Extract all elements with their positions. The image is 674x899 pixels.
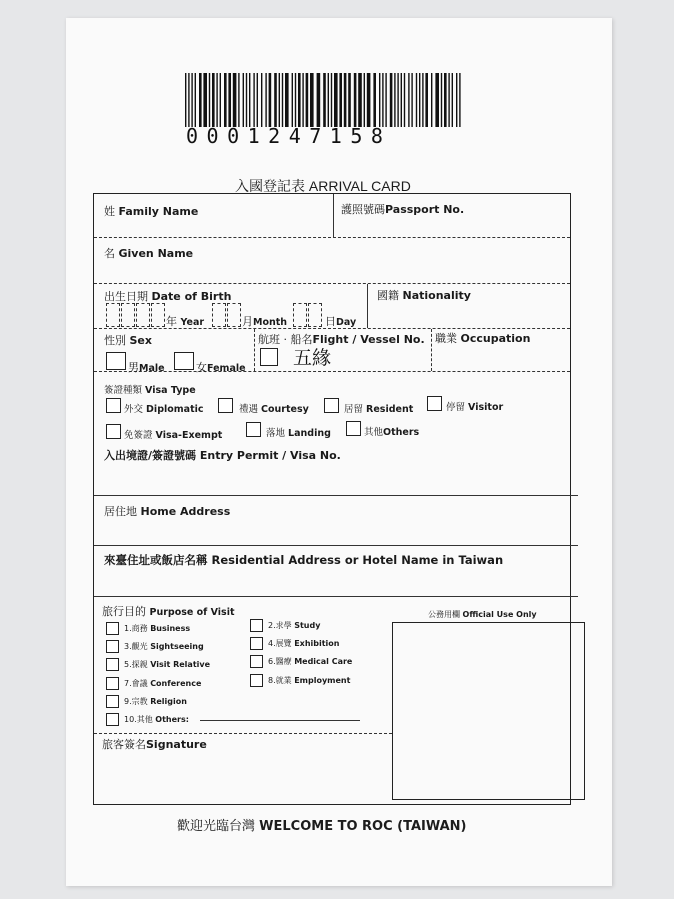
purpose-study-checkbox[interactable] bbox=[250, 619, 263, 632]
welcome-footer: 歡迎光臨台灣 WELCOME TO ROC (TAIWAN) bbox=[177, 819, 467, 834]
family-name-label: 姓 Family Name bbox=[104, 205, 199, 218]
female-label: 女Female bbox=[196, 361, 246, 374]
visa-type-label: 簽證種類 Visa Type bbox=[104, 385, 196, 396]
row-divider bbox=[94, 283, 570, 284]
visa-others-label: 其他Others bbox=[364, 427, 420, 438]
signature-label: 旅客簽名Signature bbox=[102, 738, 207, 751]
flight-handwritten-value: 五緣 bbox=[293, 347, 332, 369]
official-use-box bbox=[392, 622, 585, 800]
dob-month-digit[interactable] bbox=[212, 303, 226, 327]
given-name-label: 名 Given Name bbox=[104, 247, 194, 260]
occupation-label: 職業 Occupation bbox=[435, 332, 531, 345]
purpose-employment-checkbox[interactable] bbox=[250, 674, 263, 687]
visa-resident-label: 居留 Resident bbox=[344, 404, 414, 415]
purpose-label: 旅行目的 Purpose of Visit bbox=[102, 605, 235, 618]
male-checkbox[interactable] bbox=[106, 352, 126, 370]
dob-month-digit[interactable] bbox=[227, 303, 241, 327]
purpose-visit-relative-checkbox[interactable] bbox=[106, 658, 119, 671]
dob-day-digit[interactable] bbox=[293, 303, 307, 327]
purpose-option-label: 8.就業 Employment bbox=[268, 676, 351, 685]
dob-day-digit[interactable] bbox=[308, 303, 322, 327]
dob-year-digit[interactable] bbox=[136, 303, 150, 327]
dob-year-digit[interactable] bbox=[151, 303, 165, 327]
purpose-option-label: 4.展覽 Exhibition bbox=[268, 639, 340, 648]
purpose-conference-checkbox[interactable] bbox=[106, 677, 119, 690]
sex-label: 性別 Sex bbox=[104, 334, 152, 347]
residential-label: 來臺住址或飯店名稱 Residential Address or Hotel Name in Taiwan bbox=[104, 553, 504, 567]
purpose-sightseeing-checkbox[interactable] bbox=[106, 640, 119, 653]
row-divider bbox=[94, 237, 570, 238]
purpose-option-label: 5.探親 Visit Relative bbox=[124, 660, 211, 669]
flight-label: 航班 · 船名Flight / Vessel No. bbox=[258, 333, 425, 346]
purpose-option-label: 2.求學 Study bbox=[268, 621, 321, 630]
visa-courtesy-label: 禮遇 Courtesy bbox=[239, 404, 309, 415]
visa-visitor-checkbox[interactable] bbox=[427, 396, 442, 411]
visa-courtesy-checkbox[interactable] bbox=[218, 398, 233, 413]
purpose-option-label: 3.觀光 Sightseeing bbox=[124, 642, 204, 651]
col-divider bbox=[367, 284, 368, 328]
passport-label: 護照號碼Passport No. bbox=[341, 203, 465, 216]
visa-landing-checkbox[interactable] bbox=[246, 422, 261, 437]
official-use-label: 公務用欄 Official Use Only bbox=[428, 610, 537, 619]
others-writing-line[interactable] bbox=[200, 720, 360, 721]
visa-diplomatic-checkbox[interactable] bbox=[106, 398, 121, 413]
purpose-others-checkbox[interactable] bbox=[106, 713, 119, 726]
month-label: 月Month bbox=[242, 315, 288, 328]
purpose-option-label: 6.醫療 Medical Care bbox=[268, 657, 353, 666]
year-label: 年 Year bbox=[166, 315, 205, 328]
dob-year-digit[interactable] bbox=[106, 303, 120, 327]
col-divider bbox=[333, 194, 334, 237]
col-divider bbox=[254, 329, 255, 371]
purpose-option-label: 1.商務 Business bbox=[124, 624, 191, 633]
purpose-option-label: 7.會議 Conference bbox=[124, 679, 202, 688]
purpose-medical-checkbox[interactable] bbox=[250, 655, 263, 668]
visa-others-checkbox[interactable] bbox=[346, 421, 361, 436]
barcode bbox=[185, 73, 465, 127]
female-checkbox[interactable] bbox=[174, 352, 194, 370]
row-divider bbox=[94, 596, 578, 597]
row-divider bbox=[94, 733, 392, 734]
male-label: 男Male bbox=[128, 361, 165, 374]
row-divider bbox=[94, 545, 578, 546]
visa-visitor-label: 停留 Visitor bbox=[446, 402, 504, 413]
row-divider bbox=[94, 495, 578, 496]
dob-year-digit[interactable] bbox=[121, 303, 135, 327]
card-title: 入國登記表 ARRIVAL CARD bbox=[235, 178, 411, 194]
purpose-option-label: 9.宗教 Religion bbox=[124, 697, 187, 706]
barcode-number: 0001247158 bbox=[186, 124, 392, 148]
row-divider bbox=[94, 371, 570, 372]
visa-exempt-checkbox[interactable] bbox=[106, 424, 121, 439]
col-divider bbox=[431, 329, 432, 371]
dob-label: 出生日期 Date of Birth bbox=[104, 290, 232, 303]
home-address-label: 居住地 Home Address bbox=[104, 505, 231, 518]
flight-checkbox[interactable] bbox=[260, 348, 278, 366]
visa-exempt-label: 免簽證 Visa-Exempt bbox=[124, 430, 223, 441]
purpose-option-label: 10.其他 Others: bbox=[124, 715, 189, 724]
entry-permit-label: 入出境證/簽證號碼 Entry Permit / Visa No. bbox=[104, 449, 341, 462]
nationality-label: 國籍 Nationality bbox=[377, 289, 471, 302]
visa-resident-checkbox[interactable] bbox=[324, 398, 339, 413]
visa-landing-label: 落地 Landing bbox=[266, 428, 331, 439]
day-label: 日Day bbox=[325, 315, 357, 328]
purpose-business-checkbox[interactable] bbox=[106, 622, 119, 635]
visa-diplomatic-label: 外交 Diplomatic bbox=[124, 404, 204, 415]
purpose-religion-checkbox[interactable] bbox=[106, 695, 119, 708]
purpose-exhibition-checkbox[interactable] bbox=[250, 637, 263, 650]
